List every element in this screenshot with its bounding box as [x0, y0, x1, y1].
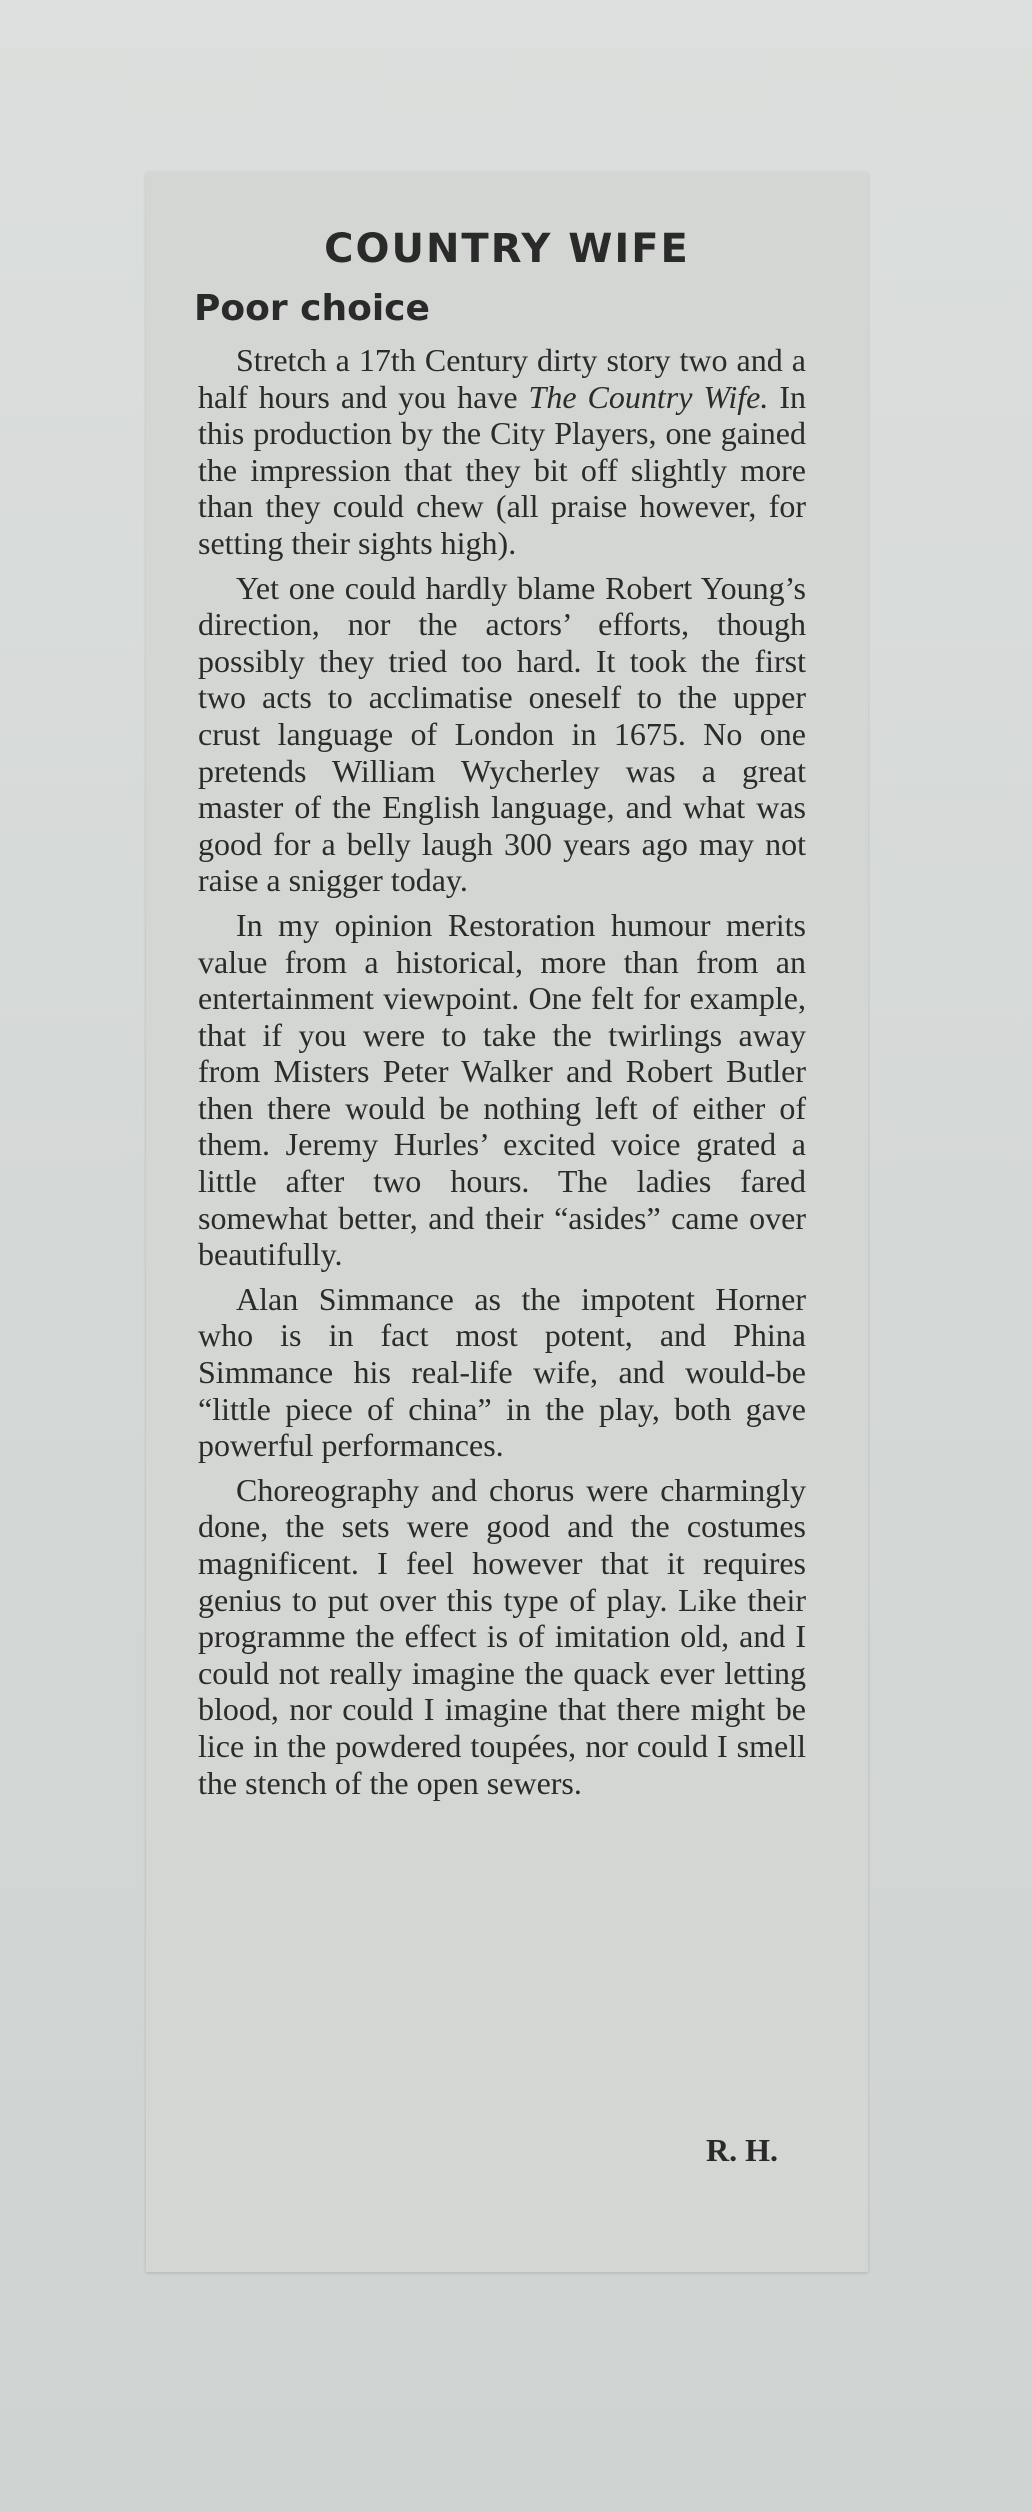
article-subhead: Poor choice: [194, 288, 430, 329]
play-title: The Country Wife.: [528, 378, 769, 415]
paragraph-2: Yet one could hardly blame Robert Young’s direction, nor the actors’ efforts, though possibly they tried too hard. It took the first two acts to acclimatise oneself to the upper crust language of London in 1675. No one pretends William Wycherley was a great master of the English language, and what was good for a belly laugh 300 years ago may not raise a snigger today.: [198, 569, 806, 899]
author-signature: R. H.: [706, 2132, 778, 2168]
article-headline: COUNTRY WIFE: [324, 226, 690, 272]
paragraph-5: Choreography and chorus were charmingly done, the sets were good and the costumes magnificent. I feel however that it requires genius to put over this type of play. Like their programme the effect is of imitation old, and I could not really imagine the quack ever letting blood, nor could I imagine that there might be lice in the powdered toupées, nor could I smell the stench of the open sewers.: [198, 1471, 806, 1801]
paragraph-3: In my opinion Restoration humour merits value from a historical, more than from an entertainment viewpoint. One felt for example, that if you were to take the twirlings away from Misters Peter Walker and Robert Butler then there would be nothing left of either of them. Jeremy Hurles’ excited voice grated a little after two hours. The ladies fared somewhat better, and their “asides” came over beautifully.: [198, 906, 806, 1273]
article-body: [198, 342, 806, 1809]
paragraph-1-text-start: Stretch a 17th Century dirty story two and a half hours and you have: [198, 342, 806, 415]
paragraph-1: [198, 342, 806, 562]
paragraph-4: Alan Simmance as the impotent Horner who is in fact most potent, and Phina Simmance his real-life wife, and would-be “little piece of china” in the play, both gave powerful performances.: [198, 1280, 806, 1464]
paragraph-1-text-end: In this production by the City Players, one gained the impression that they bit off slightly more than they could chew (all praise however, for setting their sights high).: [198, 378, 807, 561]
newspaper-clipping: [146, 172, 868, 2272]
